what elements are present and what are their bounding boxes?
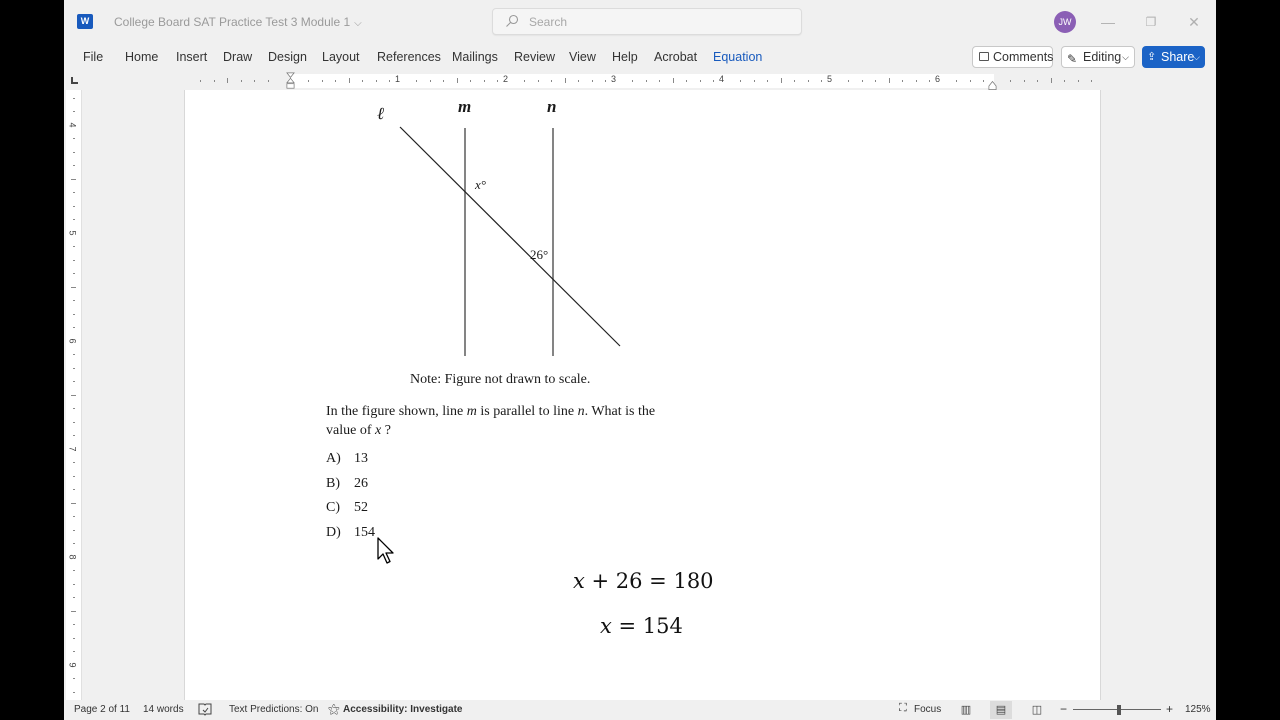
question-text: In the figure shown, line m is parallel to line n. What is the value of x ? [326, 404, 656, 438]
ruler-number: 3 [611, 74, 617, 84]
share-label: Share [1161, 50, 1195, 64]
word-count[interactable]: 14 words [143, 704, 184, 715]
ruler-number: 2 [503, 74, 509, 84]
ruler-number: 5 [827, 74, 833, 84]
comments-button[interactable] [972, 46, 1053, 68]
ruler-number: 6 [935, 74, 941, 84]
web-layout-button[interactable] [1026, 701, 1048, 719]
transversal-line-l [400, 127, 620, 346]
document-canvas[interactable] [84, 90, 1216, 700]
tab-equation[interactable]: Equation [713, 50, 763, 64]
ruler-number: 5 [67, 230, 78, 236]
tab-selector-icon[interactable] [71, 77, 78, 84]
tab-insert[interactable]: Insert [176, 50, 208, 64]
user-avatar[interactable]: JW [1054, 11, 1076, 33]
web-layout-icon: ◫ [1031, 704, 1043, 716]
book-open-icon: ▥ [960, 704, 972, 716]
label-line-n: n [547, 97, 557, 116]
tab-draw[interactable]: Draw [223, 50, 253, 64]
mouse-cursor-icon [377, 537, 397, 565]
ruler-number: 4 [719, 74, 725, 84]
ruler-number: 1 [395, 74, 401, 84]
title-bar [64, 0, 1216, 44]
chevron-down-icon: ⌵ [1122, 52, 1129, 62]
tab-acrobat[interactable]: Acrobat [654, 50, 698, 64]
first-line-indent-marker[interactable] [286, 72, 295, 90]
tab-home[interactable]: Home [125, 50, 159, 64]
read-mode-button[interactable] [955, 701, 977, 719]
tab-layout[interactable]: Layout [322, 50, 360, 64]
horizontal-ruler[interactable] [64, 72, 1216, 90]
accessibility-icon: ⚝ [328, 702, 340, 716]
page-icon: ▤ [995, 704, 1007, 716]
comment-icon [979, 52, 989, 61]
ruler-number: 7 [67, 446, 78, 452]
tab-help[interactable]: Help [612, 50, 638, 64]
ruler-number: 9 [67, 662, 78, 668]
search-placeholder: Search [529, 15, 568, 29]
accessibility-status[interactable]: Accessibility: Investigate [343, 704, 463, 715]
editing-mode-button[interactable] [1061, 46, 1135, 68]
figure-note: Note: Figure not drawn to scale. [410, 372, 591, 387]
share-button[interactable] [1142, 46, 1205, 68]
document-title[interactable] [114, 15, 362, 29]
parallel-lines-figure [185, 90, 685, 370]
zoom-level[interactable]: 125% [1185, 704, 1211, 715]
comments-label: Comments [993, 50, 1054, 64]
answer-choice-b: B) 26 [326, 476, 368, 491]
label-line-l: ℓ [377, 104, 385, 123]
search-icon [505, 14, 519, 28]
equation-line-2[interactable]: x = 154 [600, 614, 683, 638]
close-button[interactable]: ✕ [1188, 14, 1200, 30]
search-box[interactable] [492, 8, 802, 35]
minimize-button[interactable]: — [1101, 14, 1115, 30]
document-page[interactable] [184, 90, 1101, 700]
tab-design[interactable]: Design [268, 50, 307, 64]
zoom-in-button[interactable]: + [1166, 702, 1174, 716]
editing-label: Editing [1083, 50, 1122, 64]
tab-mailings[interactable]: Mailings [452, 50, 498, 64]
tab-review[interactable]: Review [514, 50, 555, 64]
equation-line-1[interactable]: x + 26 = 180 [573, 569, 714, 593]
angle-x-label: x° [475, 177, 486, 192]
status-bar [64, 700, 1216, 720]
proofing-book-icon[interactable] [198, 703, 212, 716]
document-title-text: College Board SAT Practice Test 3 Module 1 [114, 15, 351, 29]
ruler-number: 8 [67, 554, 78, 560]
tab-view[interactable]: View [569, 50, 596, 64]
zoom-out-button[interactable]: − [1060, 702, 1068, 716]
zoom-slider-thumb[interactable] [1117, 705, 1121, 715]
focus-icon: ⛶ [899, 702, 907, 714]
tab-references[interactable]: References [377, 50, 441, 64]
ruler-number: 4 [67, 122, 78, 128]
word-window [64, 0, 1216, 720]
pencil-icon: ✎ [1067, 52, 1078, 66]
print-layout-button[interactable] [990, 701, 1012, 719]
ruler-number: 6 [67, 338, 78, 344]
answer-choice-a: A) 13 [326, 451, 368, 466]
focus-button[interactable]: Focus [914, 704, 942, 715]
restore-button[interactable]: ❐ [1145, 15, 1157, 29]
share-icon: ⇪ [1147, 51, 1157, 63]
vertical-ruler[interactable] [66, 90, 82, 700]
page-count[interactable]: Page 2 of 11 [74, 704, 130, 715]
label-line-m: m [458, 97, 472, 116]
answer-choice-d: D) 154 [326, 525, 375, 540]
angle-26-label: 26° [530, 247, 549, 262]
text-predictions-status[interactable]: Text Predictions: On [229, 704, 319, 715]
answer-choice-c: C) 52 [326, 500, 368, 515]
chevron-down-icon: ⌵ [354, 18, 362, 29]
word-logo-icon: W [77, 14, 93, 29]
chevron-down-icon: ⌵ [1193, 52, 1200, 62]
tab-file[interactable]: File [83, 50, 104, 64]
